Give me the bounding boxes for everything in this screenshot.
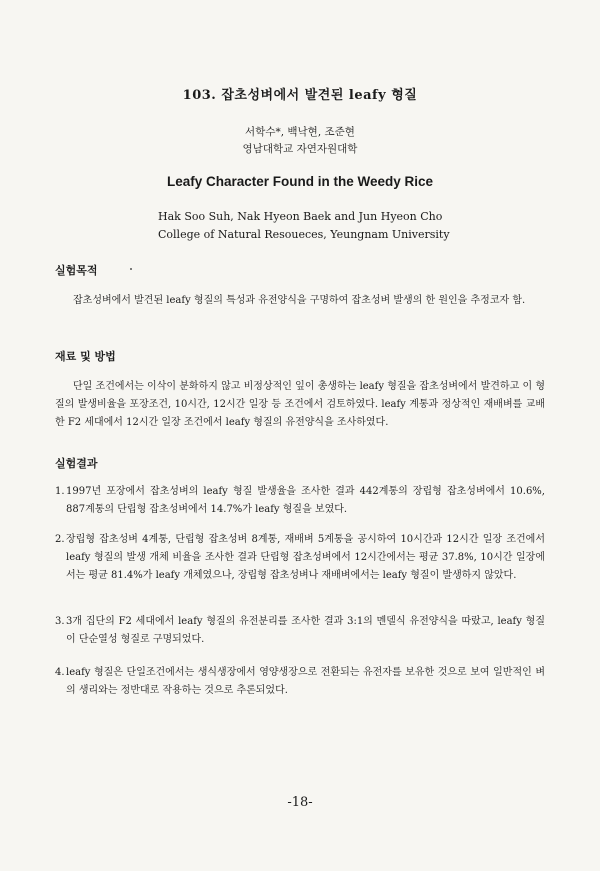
objective-heading: 실험목적 [55,264,98,277]
result-item-text: 1997년 포장에서 잡초성벼의 leafy 형질 발생율을 조사한 결과 442계통의 장립형 잡초성벼에서 10.6%, 887계통의 단립형 잡초성벼에서 14.7%가 leafy 형질을 보였다. [66,486,545,515]
korean-title: 103. 잡초성벼에서 발견된 leafy 형질 [182,88,418,103]
methods-text: 단일 조건에서는 이삭이 분화하지 않고 비정상적인 잎이 총생하는 leafy 형질을 잡초성벼에서 발견하고 이 형질의 발생비율을 포장조건, 10시간, 12시간 일장 등 조건에서 검토하였다. leafy 계통과 정상적인 재배벼를 교배한 F2 세대에서 12시간 일장 조건에서 leafy 형질의 유전양식을 조사하였다. [55,381,545,428]
result-item-number: 2. [55,534,65,545]
result-item [55,664,545,700]
objective-text: 잡초성벼에서 발견된 leafy 형질의 특성과 유전양식을 구명하여 잡초성벼 발생의 한 원인을 추정코자 함. [73,295,526,306]
speck-mark [130,268,132,270]
english-title: Leafy Character Found in the Weedy Rice [166,174,434,189]
result-item [55,613,545,649]
page-number: -18- [287,795,313,810]
english-affiliation: College of Natural Resoueces, Yeungnam University [158,228,450,241]
korean-authors: 서학수*, 백낙현, 조준현 [245,126,355,138]
result-item [55,531,545,585]
methods-heading: 재료 및 방법 [55,350,116,363]
result-item-text: 장립형 잡초성벼 4계통, 단립형 잡초성벼 8계통, 재배벼 5계통을 공시하여 10시간과 12시간 일장 조건에서 leafy 형질의 발생 개체 비율을 조사한 결과 단립형 잡초성벼에서 12시간에서는 평균 37.8%, 10시간 일장에서는 평균 81.4%가 leafy 개체였으나, 장립형 잡초성벼나 재배벼에서는 leafy 형질이 발생하지 않았다. [66,534,545,581]
english-authors: Hak Soo Suh, Nak Hyeon Baek and Jun Hyeon Cho [158,210,443,223]
result-item-number: 1. [55,486,65,497]
korean-affiliation: 영남대학교 자연자원대학 [242,143,358,155]
result-item [55,483,545,519]
results-heading: 실험결과 [55,457,98,470]
result-item-text: 3개 집단의 F2 세대에서 leafy 형질의 유전분리를 조사한 결과 3:1의 멘델식 유전양식을 따랐고, leafy 형질이 단순열성 형질로 구명되었다. [66,616,545,645]
result-item-number: 4. [55,667,65,678]
result-item-text: leafy 형질은 단일조건에서는 생식생장에서 영양생장으로 전환되는 유전자를 보유한 것으로 보여 일반적인 벼의 생리와는 정반대로 작용하는 것으로 추론되었다. [66,667,545,696]
result-item-number: 3. [55,616,65,627]
